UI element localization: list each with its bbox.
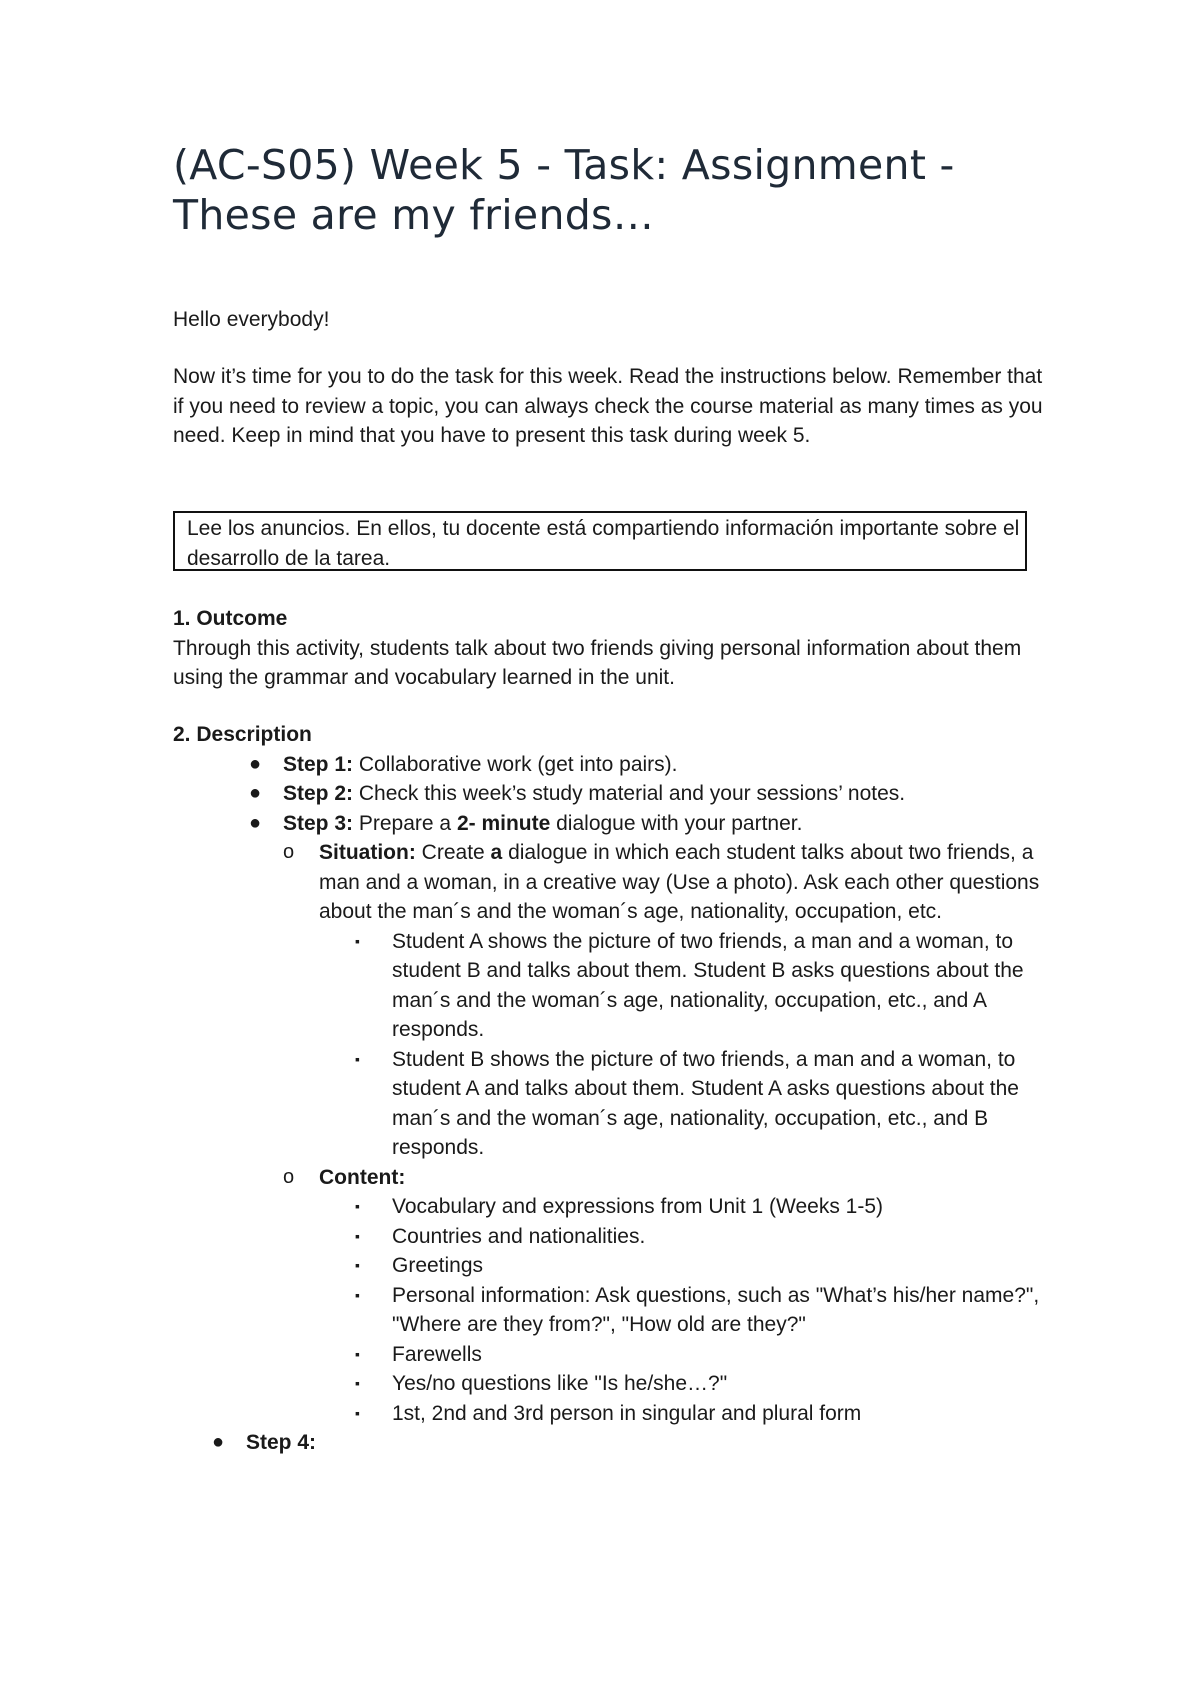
content-item-text: Greetings xyxy=(392,1254,484,1277)
step3-post: dialogue with your partner. xyxy=(556,811,803,835)
description-section xyxy=(173,720,1053,1458)
bullet-icon: ● xyxy=(249,811,262,834)
situation-items xyxy=(319,927,1053,1163)
list-item xyxy=(355,1045,1053,1163)
notice-text: Lee los anuncios. En ellos, tu docente está compartiendo información importante sobre el desarrollo de la tarea. xyxy=(187,517,1020,570)
list-item-step2 xyxy=(249,779,1053,809)
bullet-icon: ● xyxy=(249,782,262,804)
list-item-step3 xyxy=(249,809,1053,1429)
list-item-content xyxy=(283,1163,1053,1429)
step3-pre: Prepare a xyxy=(358,811,452,835)
content-item-text: Vocabulary and expressions from Unit 1 (Weeks 1-5) xyxy=(392,1195,883,1218)
document-page xyxy=(173,128,1053,1454)
situation-item-text: Student A shows the picture of two friends, a man and a woman, to student B and talks about them. Student B asks questions about the man´s and the woman´s age, nationality, occupation, etc., and A responds. xyxy=(392,929,1024,1041)
square-bullet-icon: ▪ xyxy=(355,1345,360,1362)
content-item-text: Personal information: Ask questions, such as "What’s his/her name?", "Where are they from?", "How old are they?" xyxy=(392,1283,1040,1336)
list-item-step4 xyxy=(212,1428,1053,1458)
circle-bullet-icon: o xyxy=(283,841,295,863)
step2-text: Check this week’s study material and your sessions’ notes. xyxy=(358,782,906,805)
page-title: (AC-S05) Week 5 - Task: Assignment - These are my friends… xyxy=(173,141,955,239)
step3-label: Step 3: xyxy=(283,811,354,835)
list-item xyxy=(355,1399,1053,1429)
steps-list xyxy=(173,750,1053,1429)
list-item xyxy=(355,1192,1053,1222)
outcome-heading: 1. Outcome xyxy=(173,607,288,630)
list-item xyxy=(355,927,1053,1045)
outcome-section xyxy=(173,604,1053,693)
outcome-text: Through this activity, students talk about two friends giving personal information about them using the grammar and vocabulary learned in the unit. xyxy=(173,636,1022,689)
situation-item-text: Student B shows the picture of two friends, a man and a woman, to student A and talks about them. Student A asks questions about the man´s and the woman´s age, nationality, occupation, etc., and B responds. xyxy=(392,1047,1019,1159)
content-item-text: Farewells xyxy=(392,1342,482,1366)
list-item xyxy=(355,1251,1053,1281)
step4-list xyxy=(173,1428,1053,1458)
list-item xyxy=(355,1222,1053,1252)
greeting: Hello everybody! xyxy=(173,308,330,331)
square-bullet-icon: ▪ xyxy=(355,1375,360,1391)
step1-label: Step 1: xyxy=(283,752,354,776)
list-item xyxy=(355,1340,1053,1370)
bullet-icon: ● xyxy=(249,752,262,775)
list-item-situation xyxy=(283,838,1053,1163)
content-item-text: Countries and nationalities. xyxy=(392,1224,646,1248)
bullet-icon: ● xyxy=(212,1431,225,1453)
square-bullet-icon: ▪ xyxy=(355,1257,360,1273)
square-bullet-icon: ▪ xyxy=(355,1050,360,1067)
square-bullet-icon: ▪ xyxy=(355,1227,360,1244)
circle-bullet-icon: o xyxy=(283,1165,295,1188)
content-item-text: Yes/no questions like "Is he/she…?" xyxy=(392,1372,728,1395)
situation-bold: a xyxy=(490,841,503,864)
situation-post: dialogue in which each student talks about two friends, a man and a woman, in a creative way (Use a photo). Ask each other questions about the man´s and the woman´s age, nationality, occupation, etc. xyxy=(319,841,1040,923)
square-bullet-icon: ▪ xyxy=(355,1198,360,1214)
step2-label: Step 2: xyxy=(283,782,354,805)
square-bullet-icon: ▪ xyxy=(355,1286,360,1303)
content-items xyxy=(319,1192,1053,1428)
square-bullet-icon: ▪ xyxy=(355,932,360,949)
content-label: Content: xyxy=(319,1165,406,1189)
notice-box xyxy=(173,511,1027,571)
situation-pre: Create xyxy=(421,841,485,864)
step1-text: Collaborative work (get into pairs). xyxy=(358,752,678,776)
list-item xyxy=(355,1281,1053,1340)
situation-label: Situation: xyxy=(319,841,416,864)
intro-paragraph: Now it’s time for you to do the task for this week. Read the instructions below. Remember that if you need to review a topic, you can always check the course material as many times as you need. Keep in mind that you have to present this task during week 5. xyxy=(173,365,1043,447)
content-item-text: 1st, 2nd and 3rd person in singular and plural form xyxy=(392,1401,862,1425)
list-item-step1 xyxy=(249,750,1053,780)
list-item xyxy=(355,1369,1053,1399)
square-bullet-icon: ▪ xyxy=(355,1404,360,1421)
step4-label: Step 4: xyxy=(246,1431,317,1454)
description-heading: 2. Description xyxy=(173,723,312,746)
step3-sublist xyxy=(283,838,1053,1428)
step3-bold: 2- minute xyxy=(456,811,551,835)
